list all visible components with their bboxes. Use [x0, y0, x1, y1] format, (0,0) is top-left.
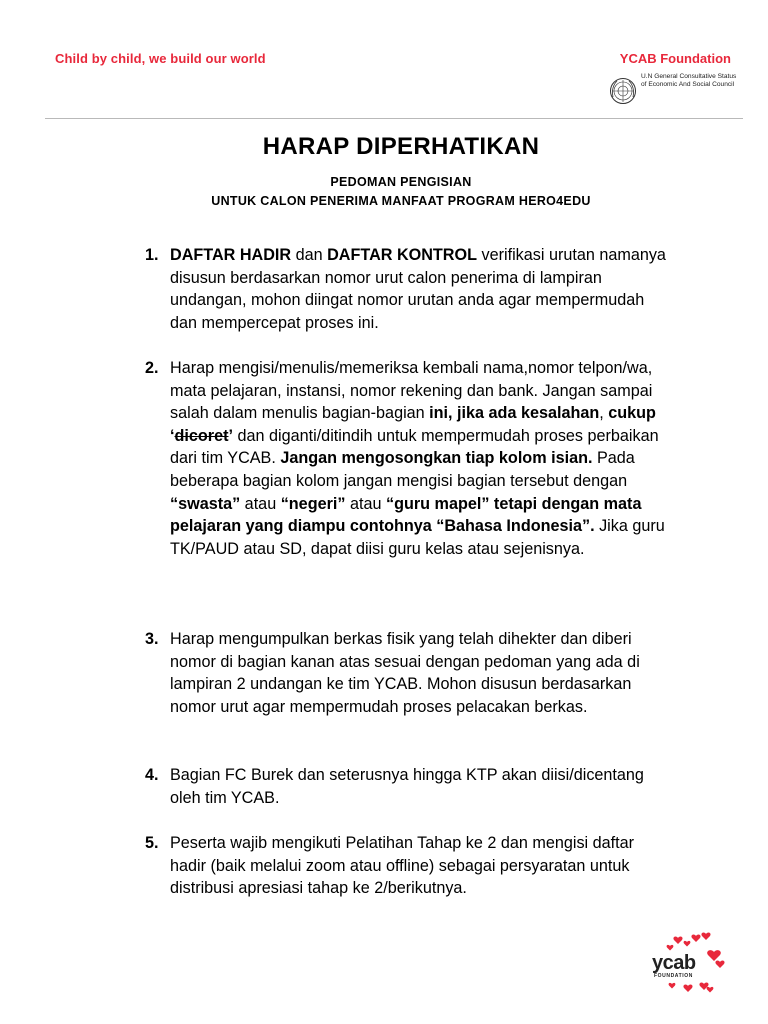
body-text: verifikasi urutan namanya disusun berdasarkan nomor urut calon penerima di lampiran undangan, mohon diingat nomor urutan anda agar mempermudah dan mempercepat proses ini.: [170, 246, 666, 332]
emphasis-text: “guru mapel” tetapi dengan mata pelajaran yang diampu contohnya “Bahasa Indonesia”.: [170, 494, 642, 536]
header-tagline: Child by child, we build our world: [55, 51, 266, 66]
emphasis-text: cukup ‘: [170, 404, 656, 445]
list-number: 3.: [145, 630, 159, 648]
emphasis-text: “swasta”: [170, 494, 241, 513]
list-item-4: [145, 764, 670, 809]
un-status-text: U.N General Consultative Status of Economic And Social Council: [641, 73, 737, 88]
body-text: ,: [599, 404, 609, 423]
body-text: atau: [345, 494, 386, 513]
ycab-logo: [648, 930, 730, 996]
un-emblem-icon: [609, 77, 637, 105]
list-item-3: [145, 628, 670, 718]
list-number: 5.: [145, 834, 159, 852]
body-text: dan: [291, 246, 328, 264]
strikethrough-text: dicoret: [174, 426, 229, 445]
page-title: HARAP DIPERHATIKAN: [262, 133, 540, 160]
list-item-text: Peserta wajib mengikuti Pelatihan Tahap ke 2 dan mengisi daftar hadir (baik melalui zoom atau offline) sebagai persyaratan untuk distribusi apresiasi tahap ke 2/berikutnya.: [170, 834, 635, 898]
header-divider: [45, 118, 743, 119]
emphasis-text: ’: [228, 426, 233, 445]
list-item-1: [145, 244, 670, 334]
list-item-text: [170, 357, 670, 560]
list-item-text: Harap mengumpulkan berkas fisik yang telah dihekter dan diberi nomor di bagian kanan atas sesuai dengan pedoman yang ada di lampiran 2 undangan ke tim YCAB. Mohon disusun berdasarkan nomor urut agar mempermudah proses pelacakan berkas.: [170, 630, 640, 716]
header-org-name: YCAB Foundation: [619, 51, 731, 66]
body-text: atau: [240, 494, 281, 513]
list-number: 1.: [145, 246, 159, 264]
body-text: Harap mengisi/menulis/memeriksa kembali nama,nomor telpon/wa, mata pelajaran, instansi, nomor rekening dan bank. Jangan sampai salah dalam menulis bagian-bagian: [170, 359, 653, 423]
emphasis-text: DAFTAR KONTROL: [327, 246, 477, 264]
emphasis-text: Jangan mengosongkan tiap kolom isian.: [280, 449, 593, 468]
list-item-5: [145, 832, 670, 900]
body-text: Pada beberapa bagian kolom jangan mengisi bagian tersebut dengan: [170, 449, 635, 490]
ycab-logo-subtext: FOUNDATION: [654, 973, 693, 979]
emphasis-text: DAFTAR HADIR: [170, 246, 292, 264]
un-status-badge: [607, 73, 737, 109]
body-text: dan diganti/ditindih untuk mempermudah proses perbaikan dari tim YCAB.: [170, 426, 659, 468]
ycab-logo-text: ycab: [652, 952, 696, 974]
emphasis-text: “negeri”: [280, 494, 346, 513]
list-number: 2.: [145, 359, 159, 377]
list-item-2: [145, 357, 670, 560]
page-subtitle: PEDOMAN PENGISIAN: [330, 175, 472, 189]
list-number: 4.: [145, 766, 159, 784]
emphasis-text: ini, jika ada kesalahan: [429, 404, 600, 423]
list-item-text: Bagian FC Burek dan seterusnya hingga KTP akan diisi/dicentang oleh tim YCAB.: [170, 766, 644, 807]
page-subtitle-program: UNTUK CALON PENERIMA MANFAAT PROGRAM HERO4EDU: [211, 194, 591, 208]
list-item-text: [170, 244, 670, 334]
body-text: Jika guru TK/PAUD atau SD, dapat diisi guru kelas atau sejenisnya.: [170, 517, 665, 558]
